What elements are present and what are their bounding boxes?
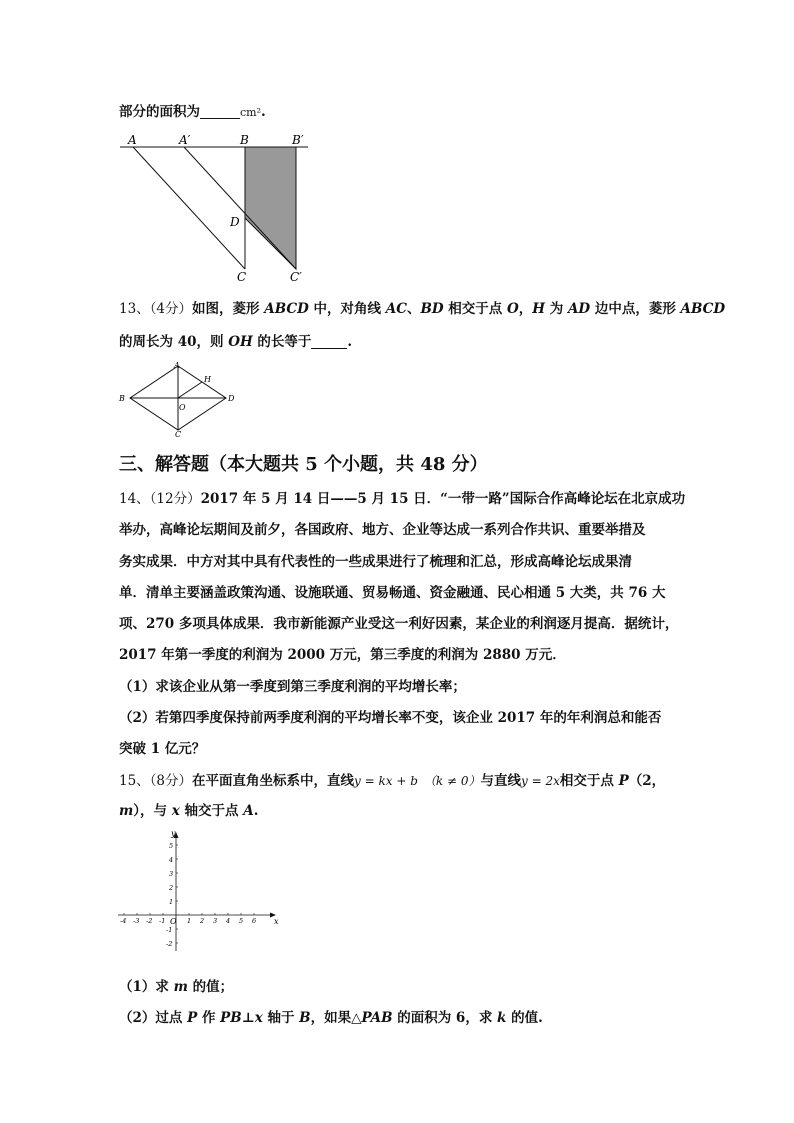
- q13-text: 的长等于: [252, 334, 312, 350]
- origin-label: O: [170, 917, 177, 926]
- q15-text: 的面积为 6，求: [392, 1010, 498, 1026]
- q15-text: 与直线: [480, 773, 521, 789]
- label-A: A: [174, 361, 180, 370]
- y-tick-label: 1: [169, 898, 174, 906]
- q15-var: PB: [220, 1010, 242, 1026]
- q15-text: .: [253, 803, 259, 819]
- q14-text: 2017 年 5 月 14 日——5 月 15 日．“一带一路”国际合作高峰论坛在北京成功: [200, 491, 686, 507]
- q15-text: （2）过点: [119, 1010, 188, 1026]
- q13-var: AC: [385, 301, 407, 317]
- label-C-prime: C′: [290, 270, 302, 284]
- q13-var: H: [532, 301, 546, 317]
- q15-text: 作: [197, 1010, 221, 1026]
- y-tick-label: 5: [169, 842, 174, 850]
- q15-score: （8分）: [149, 773, 193, 789]
- q13-line1: [119, 300, 725, 318]
- q13-text: 为: [545, 301, 568, 317]
- q14-sub2-line1: （2）若第四季度保持前两季度利润的平均增长率不变，该企业 2017 年的年利润总和能否: [119, 710, 662, 726]
- label-A-prime: A′: [179, 135, 191, 147]
- label-C: C: [237, 270, 247, 284]
- q15-sub2: [119, 1009, 543, 1027]
- q12-answer-line: [119, 103, 266, 122]
- q14-sub2-line2: 突破 1 亿元？: [119, 741, 206, 757]
- q12-text: 部分的面积为: [119, 104, 200, 120]
- q14-line3: 务实成果．中方对其中具有代表性的一些成果进行了梳理和汇总，形成高峰论坛成果清: [119, 554, 632, 570]
- q12-period: .: [261, 104, 266, 120]
- q15-text: 轴于: [262, 1010, 300, 1026]
- q14-line5: 项、270 多项具体成果．我市新能源产业受这一利好因素，某企业的利润逐月提高．据统计，: [119, 616, 679, 632]
- x-tick-label: -1: [159, 917, 166, 925]
- q15-var: m: [119, 803, 134, 819]
- q12-answer-blank: [200, 104, 240, 119]
- x-tick-label: -4: [120, 917, 127, 925]
- label-C: C: [175, 430, 182, 438]
- q15-coordinate-figure: [116, 828, 286, 954]
- q15-var: A: [243, 803, 254, 819]
- label-D: D: [230, 215, 240, 229]
- y-tick-label: 2: [169, 884, 174, 892]
- q15-var: m: [173, 979, 188, 995]
- q13-period: .: [347, 334, 353, 350]
- q15-var: B: [299, 1010, 311, 1026]
- q15-var: PAB: [361, 1010, 393, 1026]
- q15-text: 相交于点: [559, 773, 619, 789]
- q14-line4: 单．清单主要涵盖政策沟通、设施联通、贸易畅通、资金融通、民心相通 5 大类，共 76 大: [119, 585, 666, 601]
- q13-text: 如图，菱形: [192, 301, 265, 317]
- q15-var: x: [254, 1010, 263, 1026]
- x-tick-label: 6: [252, 917, 257, 925]
- label-B: B: [119, 394, 125, 403]
- q12-unit: cm²: [240, 106, 262, 119]
- q15-text: 轴交于点: [179, 803, 244, 819]
- y-tick-label: 4: [169, 856, 174, 864]
- q15-number: 15、: [119, 773, 150, 789]
- q13-text: ，: [518, 301, 533, 317]
- y-tick-label: -1: [166, 926, 173, 934]
- x-tick-label: 3: [213, 917, 218, 925]
- q15-var: k: [497, 1010, 507, 1026]
- q13-rhombus-figure: [116, 360, 236, 438]
- q13-text: 相交于点: [443, 301, 507, 317]
- q15-text: ⊥: [241, 1010, 255, 1026]
- q15-sub1: [119, 978, 233, 996]
- q14-line6: 2017 年第一季度的利润为 2000 万元，第三季度的利润为 2880 万元．: [119, 647, 566, 663]
- q13-var: BD: [420, 301, 444, 317]
- x-tick-label: 1: [187, 917, 192, 925]
- q15-equation: y = kx + b: [354, 774, 418, 788]
- q13-text: 边中点，菱形: [590, 301, 681, 317]
- q13-text: 、: [406, 301, 421, 317]
- q14-number: 14、: [119, 491, 150, 507]
- q15-text: 的值；: [187, 979, 234, 995]
- q13-var: ABCD: [264, 301, 309, 317]
- y-axis-label: y: [171, 829, 176, 838]
- x-tick-label: 5: [239, 917, 244, 925]
- q13-number: 13、: [119, 301, 150, 317]
- q13-var: AD: [567, 301, 591, 317]
- section-heading: 三、解答题（本大题共 5 个小题，共 48 分）: [119, 454, 488, 475]
- q15-line2: [119, 802, 258, 820]
- x-tick-label: 2: [200, 917, 205, 925]
- label-D: D: [228, 394, 235, 403]
- shaded-region: [245, 147, 296, 269]
- q15-text: 的值.: [506, 1010, 543, 1026]
- q15-var: x: [171, 803, 180, 819]
- label-A: A: [128, 135, 137, 147]
- q14-score: （12分）: [149, 491, 201, 507]
- q15-text: 在平面直角坐标系中，直线: [192, 773, 355, 789]
- q13-var: O: [507, 301, 519, 317]
- q13-score: （4分）: [149, 301, 193, 317]
- q15-text: （2，: [628, 773, 666, 789]
- x-tick-label: -3: [133, 917, 140, 925]
- q15-var: P: [618, 773, 629, 789]
- label-H: H: [204, 375, 211, 384]
- x-tick-label: -2: [146, 917, 153, 925]
- y-tick-label: -2: [166, 940, 173, 948]
- q13-answer-blank: [311, 334, 347, 349]
- label-B-prime: B′: [292, 135, 304, 147]
- y-tick-label: 3: [169, 870, 174, 878]
- q13-var: ABCD: [680, 301, 726, 317]
- label-B: B: [240, 135, 249, 147]
- q13-line2: [119, 333, 352, 351]
- q15-text: （1）求: [119, 979, 174, 995]
- q15-text: ，如果△: [310, 1010, 362, 1026]
- q12-figure: [120, 135, 320, 285]
- q15-condition: （k ≠ 0）: [423, 774, 481, 788]
- q14-line1: [119, 490, 685, 508]
- q15-var: P: [187, 1010, 198, 1026]
- q13-var: OH: [228, 334, 253, 350]
- q14-sub1: （1）求该企业从第一季度到第三季度利润的平均增长率；: [119, 679, 466, 695]
- q13-text: 中，对角线: [308, 301, 386, 317]
- q15-text: ），与: [133, 803, 172, 819]
- q15-line1: [119, 772, 665, 790]
- x-tick-label: 4: [226, 917, 231, 925]
- q13-text: 的周长为 40，则: [119, 334, 229, 350]
- x-axis-label: x: [274, 917, 279, 926]
- q15-equation: y = 2x: [521, 774, 560, 788]
- label-O: O: [179, 403, 186, 412]
- q14-line2: 举办，高峰论坛期间及前夕，各国政府、地方、企业等达成一系列合作共识、重要举措及: [119, 522, 646, 538]
